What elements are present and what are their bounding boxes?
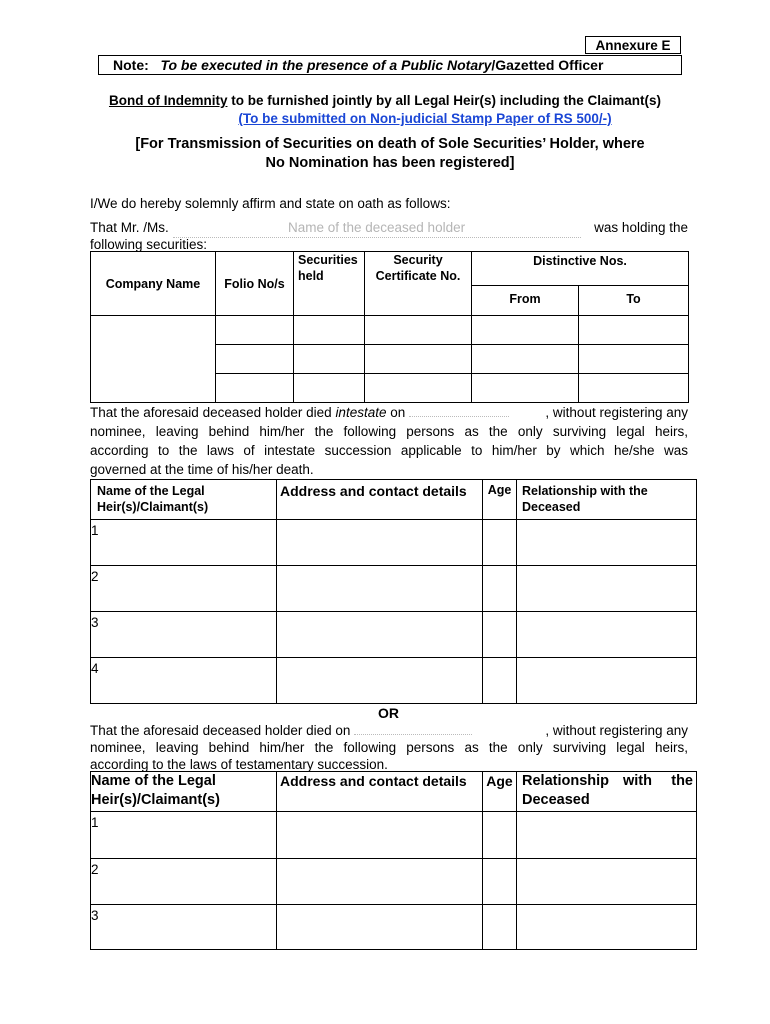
heir-name-header: Name of the Legal Heir(s)/Claimant(s) [91,480,277,520]
company-name-header: Company Name [91,252,216,316]
intestate-line-2: nominee, leaving behind him/her the following persons as the only surviving legal heirs, [90,424,688,439]
heir-row-number: 3 [91,905,277,950]
bracket-heading-2: No Nomination has been registered] [265,155,515,171]
heir-row-number: 2 [91,566,277,612]
intestate-word: intestate [335,405,387,420]
deceased-name-field[interactable]: Name of the deceased holder [173,218,581,238]
folio-header: Folio No/s [216,252,294,316]
table-cell[interactable] [277,566,483,612]
heir-name-header: Name of the Legal Heir(s)/Claimant(s) [91,772,277,812]
testamentary-line-2: nominee, leaving behind him/her the following persons as the only surviving legal heirs, [90,740,688,755]
heir-row-number: 1 [91,812,277,859]
intestate-line-1: That the aforesaid deceased holder died intestate on , without registering any [90,405,688,420]
heir-row-number: 1 [91,520,277,566]
relationship-header: Relationship with the Deceased [517,480,697,520]
page-title [0,93,770,108]
table-cell[interactable] [472,316,579,345]
security-certificate-header: Security Certificate No. [365,252,472,316]
testamentary-line-1: That the aforesaid deceased holder died on , without registering any [90,723,688,738]
address-header: Address and contact details [277,772,483,812]
table-cell[interactable] [277,612,483,658]
table-cell[interactable] [483,812,517,859]
heirs-table-intestate [90,479,697,704]
bracket-heading-1: [For Transmission of Securities on death of Sole Securities’ Holder, where [135,136,645,152]
stamp-paper-subtitle: (To be submitted on Non-judicial Stamp Paper of RS 500/-) [238,111,612,126]
or-separator: OR [378,705,399,721]
table-cell[interactable] [517,612,697,658]
table-cell[interactable] [472,374,579,403]
table-cell[interactable] [483,859,517,905]
company-name-cell[interactable] [91,316,216,403]
table-cell[interactable] [277,520,483,566]
table-cell[interactable] [517,812,697,859]
intestate-line-4: governed at the time of his/her death. [90,462,314,477]
table-cell[interactable] [579,345,689,374]
table-cell[interactable] [365,374,472,403]
annexure-label: Annexure E [585,36,681,54]
table-cell[interactable] [517,658,697,704]
note-label: Note: [113,57,149,73]
intestate-line-3: according to the laws of intestate succession applicable to him/her by which he/she was [90,443,688,458]
table-cell[interactable] [294,316,365,345]
heir-row-number: 4 [91,658,277,704]
table-cell[interactable] [216,316,294,345]
table-cell[interactable] [483,905,517,950]
that-mr-label: That Mr. /Ms. [90,220,169,235]
heirs-table-testamentary [90,771,697,950]
distinctive-header: Distinctive Nos. [472,252,689,286]
securities-held-header: Securities held [294,252,365,316]
testamentary-line-3: according to the laws of testamentary succession. [90,757,388,772]
age-header: Age [483,772,517,812]
table-cell[interactable] [517,566,697,612]
note-rest: /Gazetted Officer [491,57,604,73]
heir-row-number: 3 [91,612,277,658]
table-cell[interactable] [517,905,697,950]
table-cell[interactable] [277,658,483,704]
table-cell[interactable] [365,345,472,374]
table-cell[interactable] [216,374,294,403]
table-cell[interactable] [517,520,697,566]
note-italic: To be executed in the presence of a Public Notary [160,57,492,73]
death-date-field[interactable] [409,416,509,417]
table-cell[interactable] [216,345,294,374]
table-cell[interactable] [483,612,517,658]
was-holding-text: was holding the [594,220,688,235]
securities-table [90,251,689,403]
note-box [98,55,682,75]
age-header: Age [483,480,517,520]
table-cell[interactable] [294,345,365,374]
table-cell[interactable] [483,520,517,566]
death-date-field-2[interactable] [354,734,472,735]
table-cell[interactable] [472,345,579,374]
address-header: Address and contact details [277,480,483,520]
table-cell[interactable] [277,905,483,950]
heir-row-number: 2 [91,859,277,905]
table-cell[interactable] [483,658,517,704]
title-underlined: Bond of Indemnity [108,93,228,108]
table-cell[interactable] [579,374,689,403]
table-cell[interactable] [579,316,689,345]
table-cell[interactable] [294,374,365,403]
relationship-header: Relationship with the Deceased [517,772,697,812]
following-securities-text: following securities: [90,237,208,252]
to-header: To [579,286,689,316]
table-cell[interactable] [365,316,472,345]
table-cell[interactable] [483,566,517,612]
table-cell[interactable] [277,859,483,905]
table-cell[interactable] [277,812,483,859]
affirm-text: I/We do hereby solemnly affirm and state on oath as follows: [90,196,451,211]
from-header: From [472,286,579,316]
table-cell[interactable] [517,859,697,905]
title-rest: to be furnished jointly by all Legal Heir(s) including the Claimant(s) [227,93,662,108]
